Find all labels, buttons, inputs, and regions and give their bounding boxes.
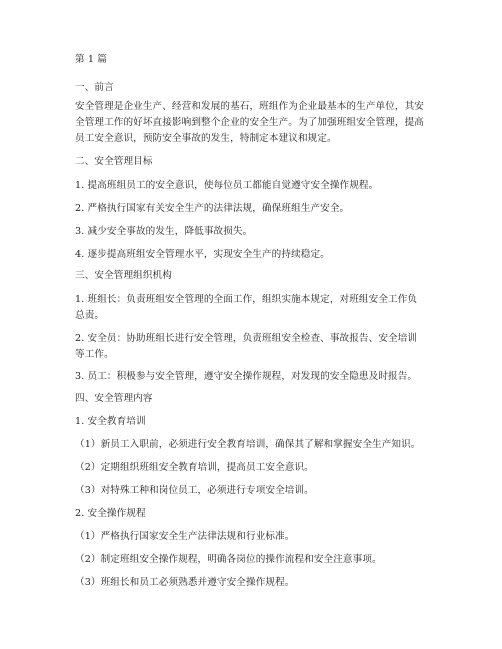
list-item: （1）严格执行国家安全生产法律法规和行业标准。 [75,531,295,542]
list-item: 2. 安全员：协助班组长进行安全管理，负责班组安全检查、事故报告、安全培训 [75,333,418,344]
list-item: （1）新员工入职前，必须进行安全教育培训，确保其了解和掌握安全生产知识。 [75,439,421,450]
list-item: 3. 员工：积极参与安全管理，遵守安全操作规程，对发现的安全隐患及时报告。 [75,371,418,382]
paragraph-line: 安全管理是企业生产、经营和发展的基石，班组作为企业最基本的生产单位，其安 [75,101,424,112]
list-item-continuation: 总责。 [75,310,105,321]
paragraph-line: 员工安全意识，预防安全事故的发生，特制定本建议和规定。 [75,133,337,144]
list-item: 2. 严格执行国家有关安全生产的法律法规，确保班组生产安全。 [75,203,350,214]
list-item: 3. 减少安全事故的发生，降低事故损失。 [75,226,253,237]
page-header: 第 1 篇 [75,54,107,65]
paragraph-line: 全管理工作的好坏直接影响到整个企业的安全生产。为了加强班组安全管理，提高 [75,117,424,128]
subsection-title: 2. 安全操作规程 [75,508,146,519]
list-item-continuation: 等工作。 [75,349,114,360]
list-item: 1. 班组长：负责班组安全管理的全面工作，组织实施本规定，对班组安全工作负 [75,294,418,305]
list-item: 4. 逐步提高班组安全管理水平，实现安全生产的持续稳定。 [75,249,330,260]
list-item: 1. 提高班组员工的安全意识，使每位员工都能自觉遵守安全操作规程。 [75,180,379,191]
section-title-organization: 三、安全管理组织机构 [75,270,172,281]
list-item: （2）制定班组安全操作规程，明确各岗位的操作流程和安全注意事项。 [75,554,382,565]
section-title-content: 四、安全管理内容 [75,393,153,404]
list-item: （2）定期组织班组安全教育培训，提高员工安全意识。 [75,462,314,473]
section-title-goals: 二、安全管理目标 [75,156,153,167]
list-item: （3）对特殊工种和岗位员工，必须进行专项安全培训。 [75,485,314,496]
section-title-preface: 一、前言 [75,82,114,93]
subsection-title: 1. 安全教育培训 [75,416,146,427]
list-item: （3）班组长和员工必须熟悉并遵守安全操作规程。 [75,577,295,588]
